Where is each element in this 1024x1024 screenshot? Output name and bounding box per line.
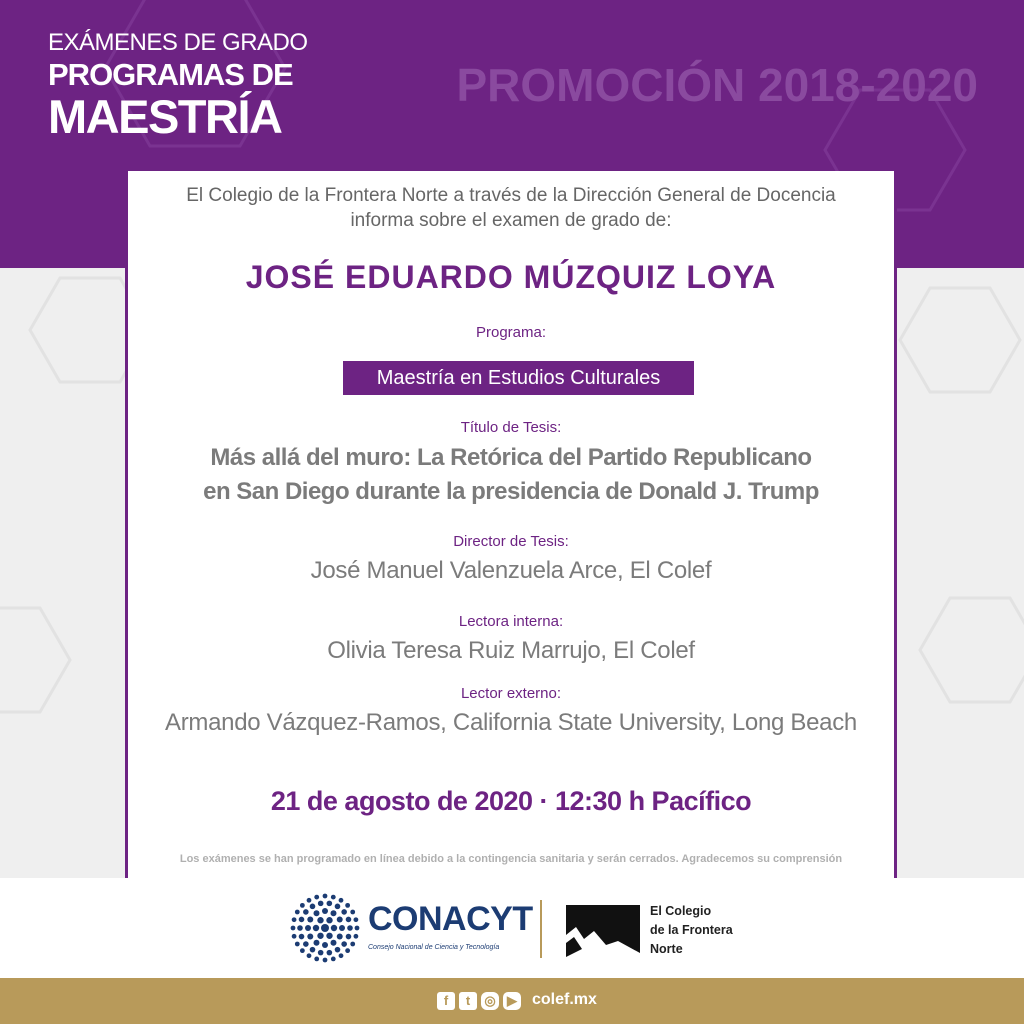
external-reader-name: Armando Vázquez-Ramos, California State University, Long Beach [165,709,857,736]
intro-line-1: El Colegio de la Frontera Norte a través de la Dirección General de Docencia [186,185,836,206]
internal-reader-label: Lectora interna: [458,613,564,630]
colef-line-1: El Colegio [650,904,712,918]
conacyt-name: CONACYT [368,900,533,938]
internal-reader-name: Olivia Teresa Ruiz Marrujo, El Colef [327,637,695,664]
external-reader-label: Lector externo: [460,685,562,702]
conacyt-subtitle: Consejo Nacional de Ciencia y Tecnología [368,944,500,951]
disclaimer-text: Los exámenes se han programado en línea debido a la contingencia sanitaria y serán cerrados. Agradecemos su comprensión [179,853,843,865]
promotion-title: PROMOCIÓN 2018-2020 [456,59,978,111]
twitter-icon[interactable]: t [459,992,477,1010]
heading-line-3: MAESTRÍA [48,90,282,143]
instagram-icon[interactable]: ◎ [481,992,499,1010]
thesis-line-1: Más allá del muro: La Retórica del Partido Republicano [210,444,812,471]
program-label: Programa: [475,324,547,341]
exam-heading [48,28,308,142]
candidate-name: JOSÉ EDUARDO MÚZQUIZ LOYA [245,259,777,295]
logo-divider [540,900,542,958]
conacyt-logo [290,890,533,966]
colef-line-3: Norte [650,942,683,956]
youtube-icon[interactable]: ▶ [503,992,521,1010]
logo-band [0,878,1024,978]
heading-line-2: PROGRAMAS DE [48,57,293,92]
colef-mountain-icon [566,905,640,957]
website-link[interactable]: colef.mx [532,991,597,1008]
thesis-title [128,441,894,509]
colef-line-2: de la Frontera [650,923,733,937]
social-icons [437,992,521,1010]
exam-date: 21 de agosto de 2020 · 12:30 h Pacífico [270,786,752,816]
thesis-line-2: en San Diego durante la presidencia de Donald J. Trump [203,478,819,505]
intro-line-2: informa sobre el examen de grado de: [350,210,672,231]
program-badge: Maestría en Estudios Culturales [343,361,694,395]
heading-line-1: EXÁMENES DE GRADO [48,29,308,56]
footer-band [0,978,1024,1024]
colef-name [650,902,733,959]
exam-info-card [125,171,897,881]
director-label: Director de Tesis: [453,533,569,550]
facebook-icon[interactable]: f [437,992,455,1010]
intro-text [128,183,894,233]
thesis-label: Título de Tesis: [460,419,562,436]
conacyt-dots-icon [290,893,360,963]
director-name: José Manuel Valenzuela Arce, El Colef [310,557,712,584]
